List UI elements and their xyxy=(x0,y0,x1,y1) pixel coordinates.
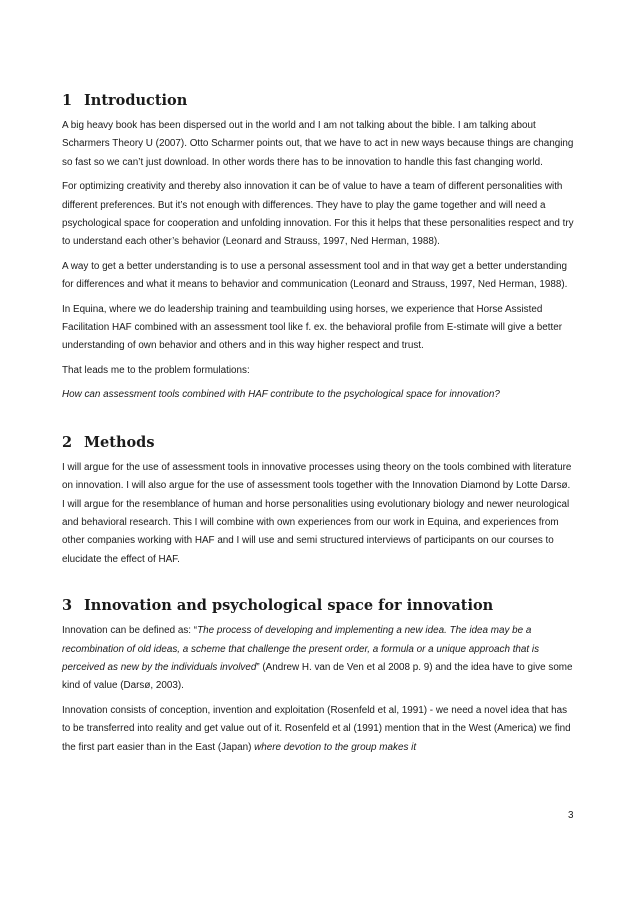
section-title: Methods xyxy=(84,433,155,451)
text-run: ” (Andrew H. van de Ven et al 2008 p. 9) and the idea have to give some kind of value (Darsø, 2003). xyxy=(62,661,573,692)
paragraph: For optimizing creativity and thereby also innovation it can be of value to have a team of different personalities with different preferences. But it’s not enough with differences. They have to play the game together and will need a psychological space for cooperation and unfolding innovation. For this it helps that these personalities respect and try to understand each other’s behavior (Leonard and Strauss, 1997, Ned Herman, 1988). xyxy=(62,181,574,248)
paragraph: That leads me to the problem formulations: xyxy=(62,364,250,376)
text-run-italic: where devotion to the group makes it xyxy=(254,741,417,753)
page-number: 3 xyxy=(568,810,574,821)
section-heading-innovation xyxy=(62,597,576,615)
paragraph: In Equina, where we do leadership training and teambuilding using horses, we experience that Horse Assisted Facilitation HAF combined with an assessment tool like f. ex. the behavioral profile from E-stimate will give a better understanding of own behavior and others and in this way higher respect and trust. xyxy=(62,303,562,352)
paragraph xyxy=(62,702,576,757)
paragraph: I will argue for the resemblance of human and horse personalities using evolutionary biology and newer neurological and behavioral research. This I will combine with own experiences from our work in Equina, and experiences from other companies working with HAF and I will use and semi structured interviews of participants on our courses to elucidate the effect of HAF. xyxy=(62,498,570,565)
definition-quote: The process of developing and implementing a new idea. The idea may be a recombination of old ideas, a scheme that challenge the present order, a formula or a unique approach that is perceived as new by the individuals involved xyxy=(62,625,540,673)
section-heading-methods xyxy=(62,434,576,452)
problem-formulation xyxy=(62,386,576,404)
problem-formulation-text: How can assessment tools combined with HAF contribute to the psychological space for innovation? xyxy=(62,389,500,401)
page-content xyxy=(62,92,576,763)
section-number: 3 xyxy=(62,597,73,615)
section-number: 2 xyxy=(62,433,73,451)
paragraph xyxy=(62,622,576,696)
paragraph: I will argue for the use of assessment tools in innovative processes using theory on the tools combined with literature on innovation. I will also argue for the use of assessment tools together with the Innovation Diamond by Lotte Darsø. xyxy=(62,461,572,492)
text-run: Innovation can be defined as: “ xyxy=(62,625,198,637)
text-run: Innovation consists of conception, invention and exploitation (Rosenfeld et al, 1991) - we need a novel idea that has to be transferred into reality and get value out of it. Rosenfeld et al (1991) mention that in the West (America) we find the first part easier than in the East (Japan) xyxy=(62,704,571,753)
paragraph: A way to get a better understanding is to use a personal assessment tool and in that way get a better understanding for differences and what it means to behavior and communication (Leonard and Strauss, 1997, Ned Herman, 1988). xyxy=(62,260,568,291)
section-title: Introduction xyxy=(84,92,188,109)
paragraph: A big heavy book has been dispersed out in the world and I am not talking about the bible. I am talking about Scharmers Theory U (2007). Otto Scharmer points out, that we have to act in new ways because things are changing so fast so we can’t just download. In other words there has to be innovation to handle this fast changing world. xyxy=(62,120,574,168)
section-heading-introduction xyxy=(62,92,576,110)
section-number: 1 xyxy=(62,92,73,109)
section-title: Innovation and psychological space for innovation xyxy=(84,597,494,615)
